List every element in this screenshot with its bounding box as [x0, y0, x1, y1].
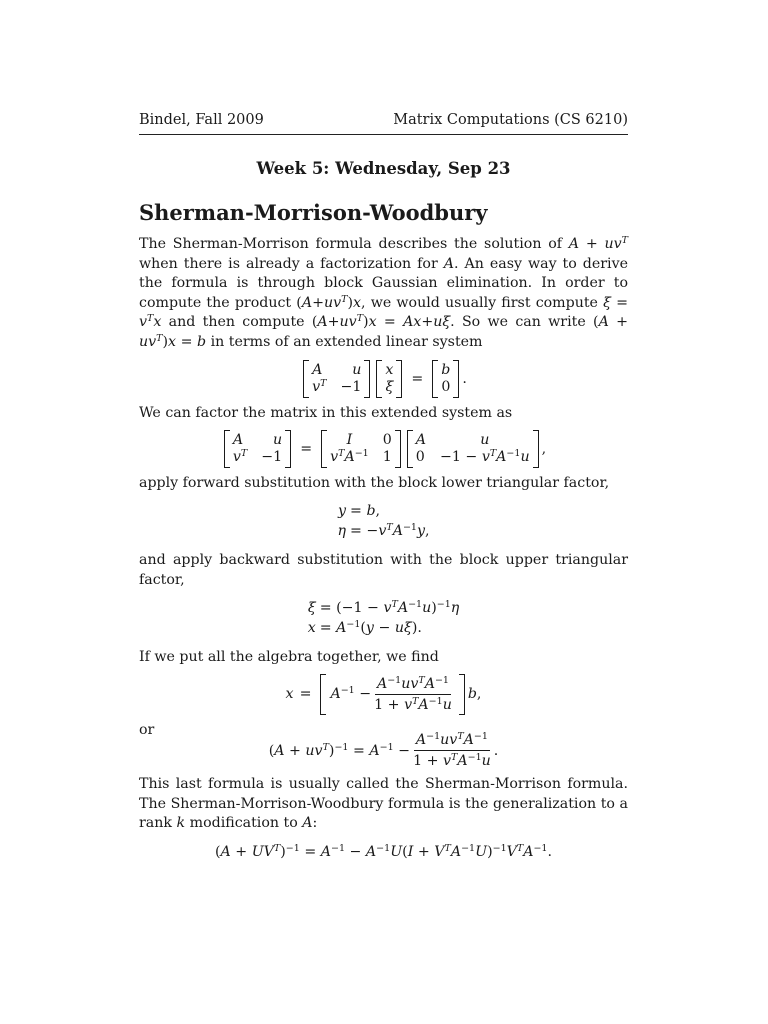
- paragraph-backward: and apply backward substitution with the block upper triangular factor,: [139, 552, 628, 588]
- equation-backward-substitution: ξ = $(-1 - v^TA^{-1}u)^{-1}\eta$ x = $A^{-1}(y - u\xi)$.: [307, 599, 460, 636]
- paragraph-factor: We can factor the matrix in this extended system as: [139, 405, 513, 421]
- equation-factorization: A u $v^T$ −1 = I 0 $v^TA^{-1}$ 1 A u 0 $-1 - v^TA^{-1}u$ ,: [139, 430, 628, 468]
- paragraph-woodbury: This last formula is usually called the Sherman-Morrison formula. The Sherman-Morrison-Woodbury formula is the generalization to a rank k modification to A:: [139, 776, 628, 831]
- running-header: [139, 112, 628, 135]
- paragraph-or: or: [139, 721, 155, 738]
- equation-extended-system: A u $v^T$ −1 x ξ = b 0 .: [139, 360, 628, 398]
- equation-woodbury: $(A + UV^T)^{-1} = A^{-1} - A^{-1}U(I + V^TA^{-1}U)^{-1}V^TA^{-1}$.: [214, 842, 552, 860]
- paragraph-forward: apply forward substitution with the block lower triangular factor,: [139, 474, 610, 491]
- page: [139, 112, 628, 866]
- week-title: Week 5: Wednesday, Sep 23: [256, 159, 511, 178]
- paragraph-intro: The Sherman-Morrison formula describes the solution of $A + uv^T$ when there is already a factorization for A. An easy way to derive the formula is through block Gaussian elimination. In order to compute the product $(A+uv^T)x$, we would usually first compute $\xi = v^Tx$ and then compute $(A+uv^T)x = Ax+u\xi$. So we can write $(A + uv^T)x = b$ in terms of an extended linear system: [139, 235, 629, 350]
- equation-forward-substitution: y = b, η = $-v^TA^{-1}y$,: [337, 503, 430, 539]
- equation-sherman-morrison: $(A + uv^T)^{-1} = A^{-1}$ − $\frac{A^{-1}uv^TA^{-1}}{1 + v^TA^{-1}u}$ .: [268, 731, 499, 769]
- paragraph-algebra: If we put all the algebra together, we find: [139, 649, 439, 665]
- section-title: Sherman-Morrison-Woodbury: [139, 200, 488, 225]
- header-author: Bindel, Fall 2009: [139, 112, 264, 128]
- header-course: Matrix Computations (CS 6210): [393, 112, 628, 128]
- equation-solution: x = $A^{-1}$ − $\frac{A^{-1}uv^TA^{-1}}{1 + v^TA^{-1}u}$ b,: [285, 674, 482, 713]
